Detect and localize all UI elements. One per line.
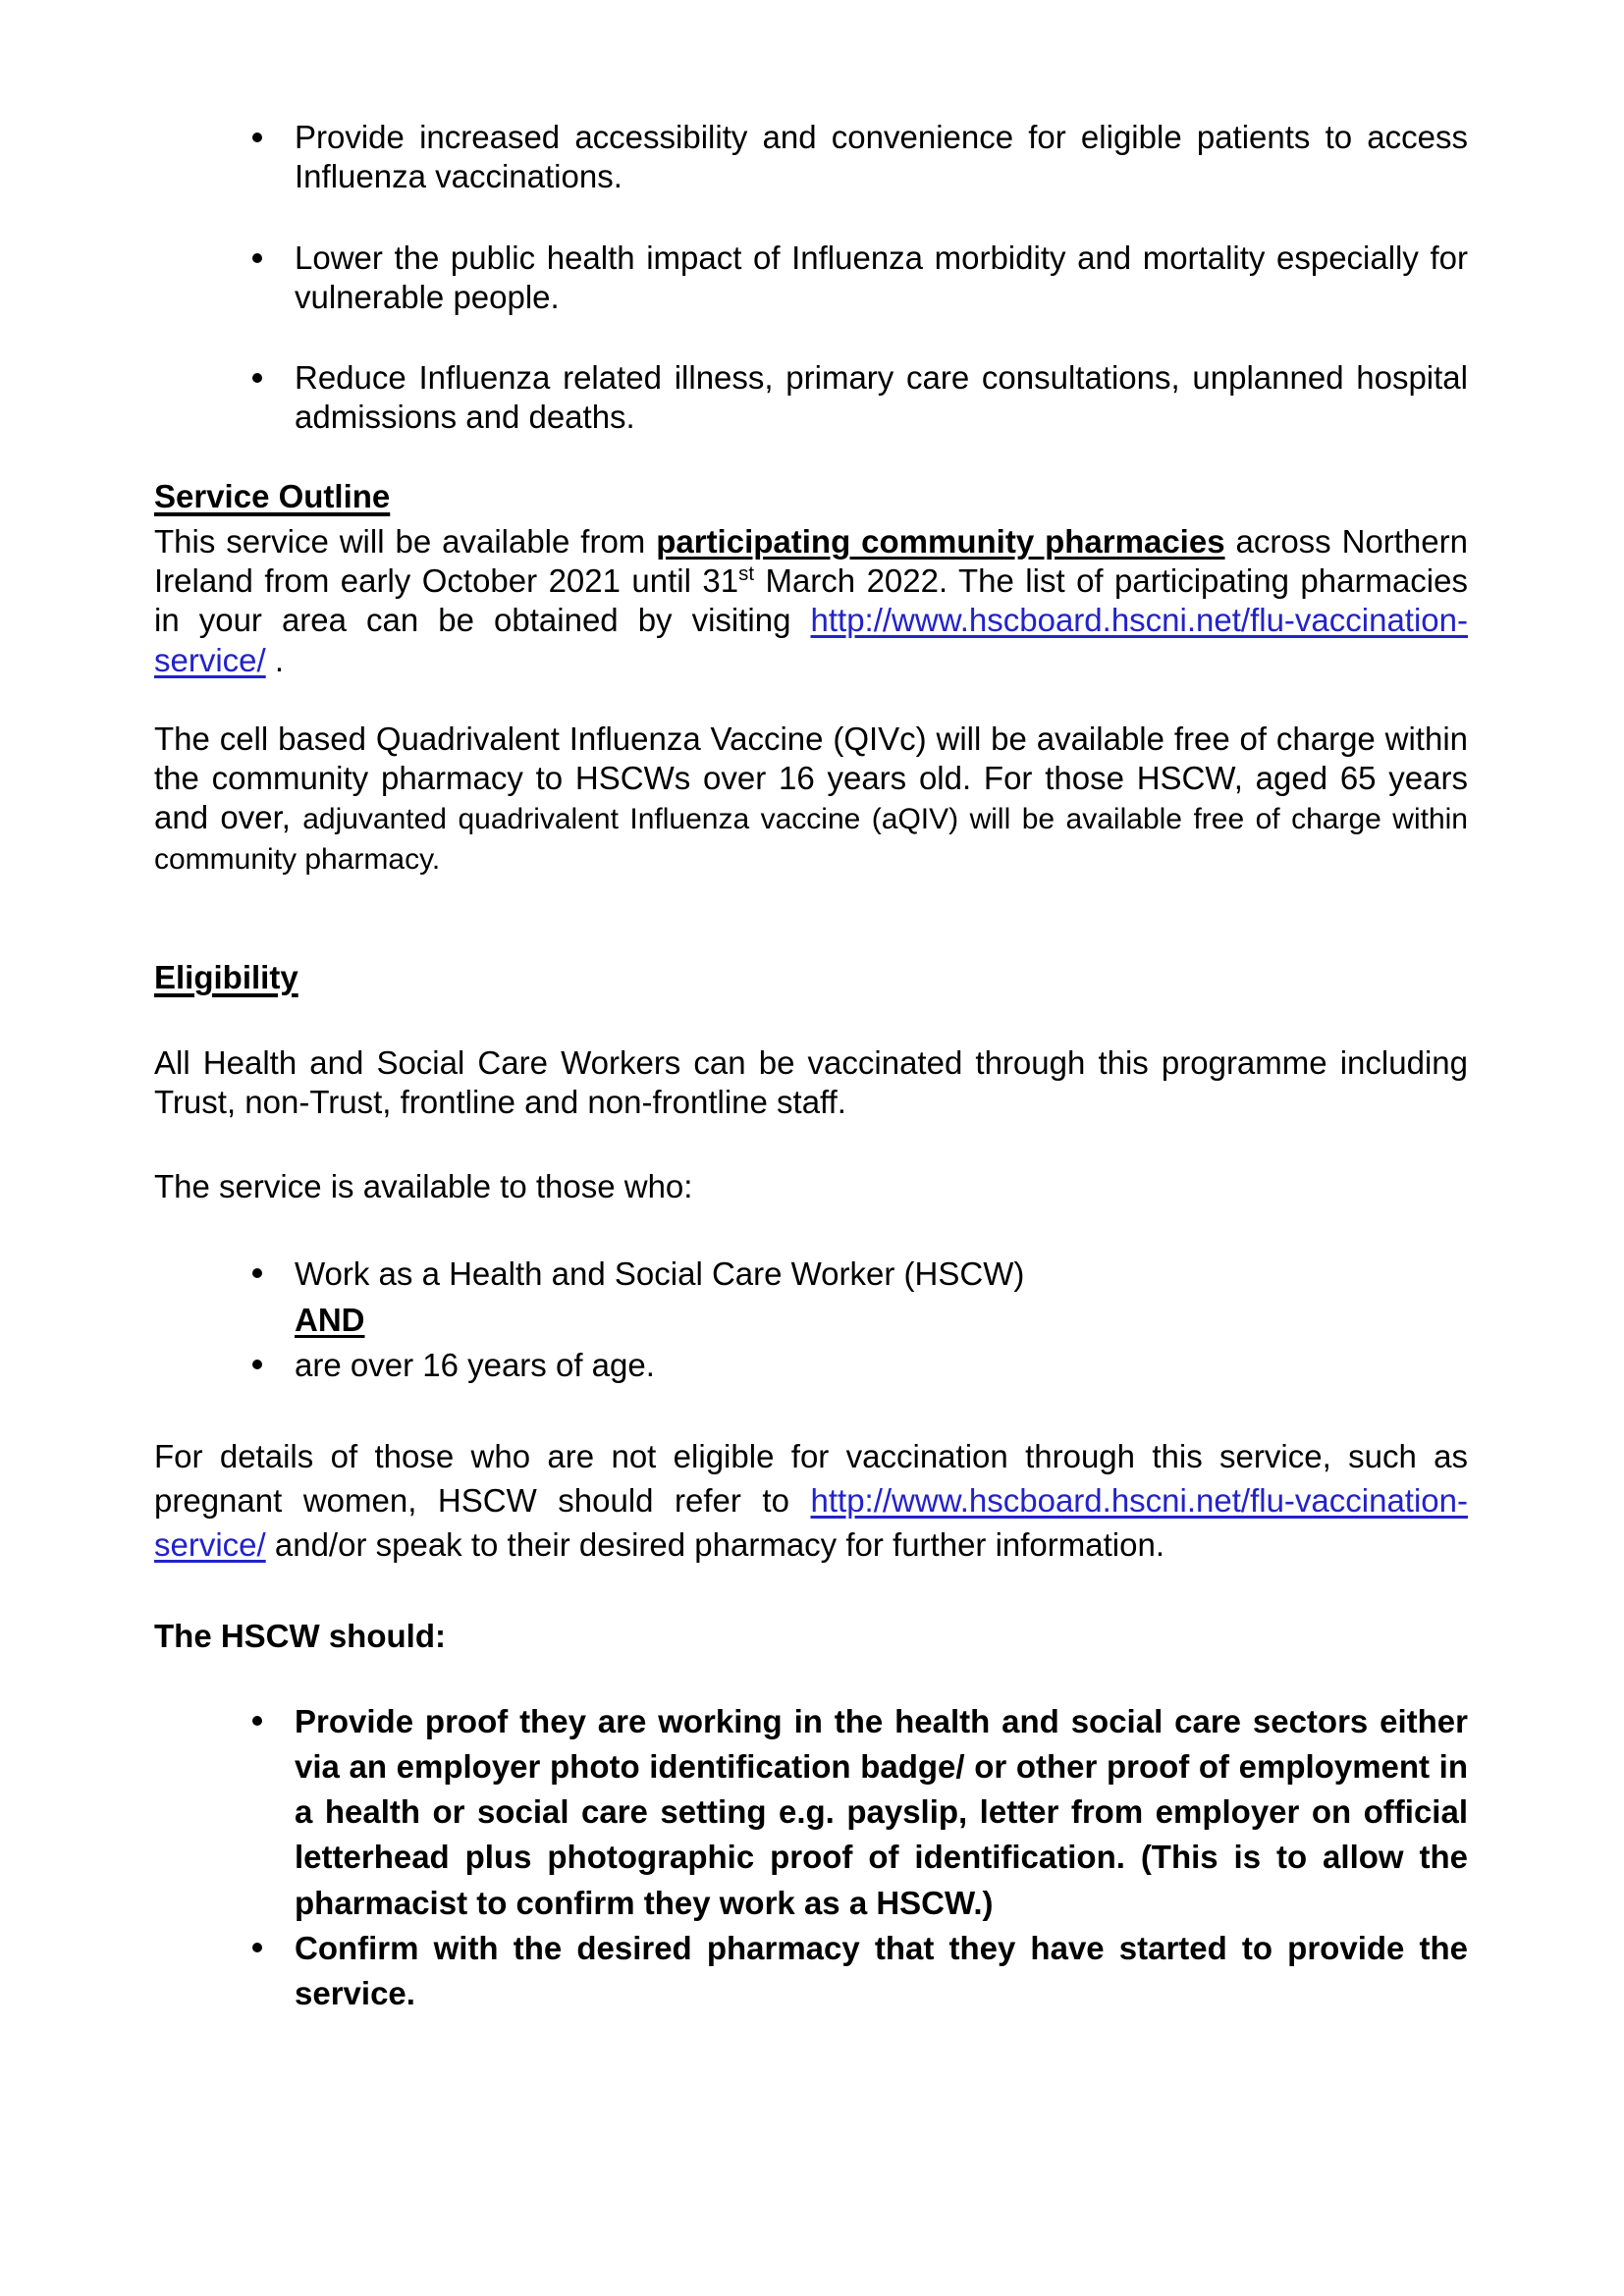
paragraph-run: across Northern Ireland from early October 2021 until 31 — [154, 522, 1468, 599]
bullet-icon — [252, 1268, 262, 1278]
intro-bullet-text: Reduce Influenza related illness, primary care consultations, unplanned hospital admissions and deaths. — [295, 359, 1468, 436]
bullet-icon — [252, 1360, 262, 1369]
bullet-icon — [252, 253, 262, 263]
paragraph-run: For details of those who are not eligible for vaccination through this service, such as pregnant women, HSCW should refer to — [154, 1438, 1468, 1519]
list-item — [154, 1252, 1468, 1342]
list-item — [154, 118, 1468, 197]
service-outline-heading: Service Outline — [154, 477, 391, 514]
eligibility-bullet-text: Work as a Health and Social Care Worker (HSCW) — [295, 1255, 1025, 1293]
eligibility-heading: Eligibility — [154, 959, 298, 996]
list-item — [154, 1343, 1468, 1388]
hscw-bullet-text: Provide proof they are working in the health and social care sectors either via an employer photo identification badge/ or other proof of employment in a health or social care setting e.g. payslip, letter from employer on official letterhead plus photographic proof of identification. (This is to allow the pharmacist to confirm they work as a HSCW.) — [295, 1702, 1468, 1921]
service-available-paragraph: The service is available to those who: — [154, 1168, 693, 1205]
eligibility-bullet-text: are over 16 years of age. — [295, 1346, 655, 1383]
flu-vaccination-service-link[interactable]: http://www.hscboard.hscni.net/flu-vaccination-service/ — [154, 1481, 1468, 1563]
bullet-icon — [252, 1943, 262, 1952]
hscw-should-bullet-list — [154, 1699, 1468, 2016]
paragraph-run: . — [265, 641, 285, 678]
paragraph-run: March 2022. The list of participating pharmacies in your area can be obtained by visiting — [154, 562, 1468, 639]
intro-bullet-text: Provide increased accessibility and convenience for eligible patients to access Influenza vaccinations. — [295, 119, 1468, 195]
list-item — [154, 1926, 1468, 2016]
paragraph-run: and/or speak to their desired pharmacy for further information. — [265, 1525, 1164, 1563]
hscw-bullet-text: Confirm with the desired pharmacy that they have started to provide the service. — [295, 1929, 1468, 2011]
list-item — [154, 239, 1468, 318]
intro-bullet-list — [154, 118, 1468, 438]
participating-pharmacies-emphasis: participating community pharmacies — [656, 522, 1225, 560]
and-label: AND — [295, 1301, 365, 1338]
intro-bullet-text: Lower the public health impact of Influenza morbidity and mortality especially for vulnerable people. — [295, 239, 1468, 315]
bullet-icon — [252, 1716, 262, 1726]
bullet-icon — [252, 133, 262, 142]
ordinal-superscript: st — [738, 562, 755, 585]
service-outline-paragraph — [154, 522, 1468, 680]
not-eligible-paragraph — [154, 1435, 1468, 1568]
list-item — [154, 358, 1468, 438]
eligibility-bullet-list — [154, 1252, 1468, 1388]
bullet-icon — [252, 373, 262, 383]
hscw-should-heading: The HSCW should: — [154, 1617, 446, 1654]
paragraph-run: The cell based Quadrivalent Influenza Vaccine (QIVc) will be available free of charge within the community pharmacy to HSCWs over 16 years old. For those HSCW, aged 65 years and over, — [154, 720, 1468, 836]
list-item — [154, 1699, 1468, 1926]
flu-vaccination-service-link[interactable]: http://www.hscboard.hscni.net/flu-vaccination-service/ — [154, 602, 1468, 678]
eligibility-paragraph: All Health and Social Care Workers can be vaccinated through this programme including Trust, non-Trust, frontline and non-frontline staff. — [154, 1043, 1468, 1120]
aqiv-run: adjuvanted quadrivalent Influenza vaccine (aQIV) will be available free of charge within community pharmacy. — [154, 803, 1468, 876]
paragraph-run: This service will be available from — [154, 522, 657, 560]
qivc-paragraph — [154, 720, 1468, 879]
